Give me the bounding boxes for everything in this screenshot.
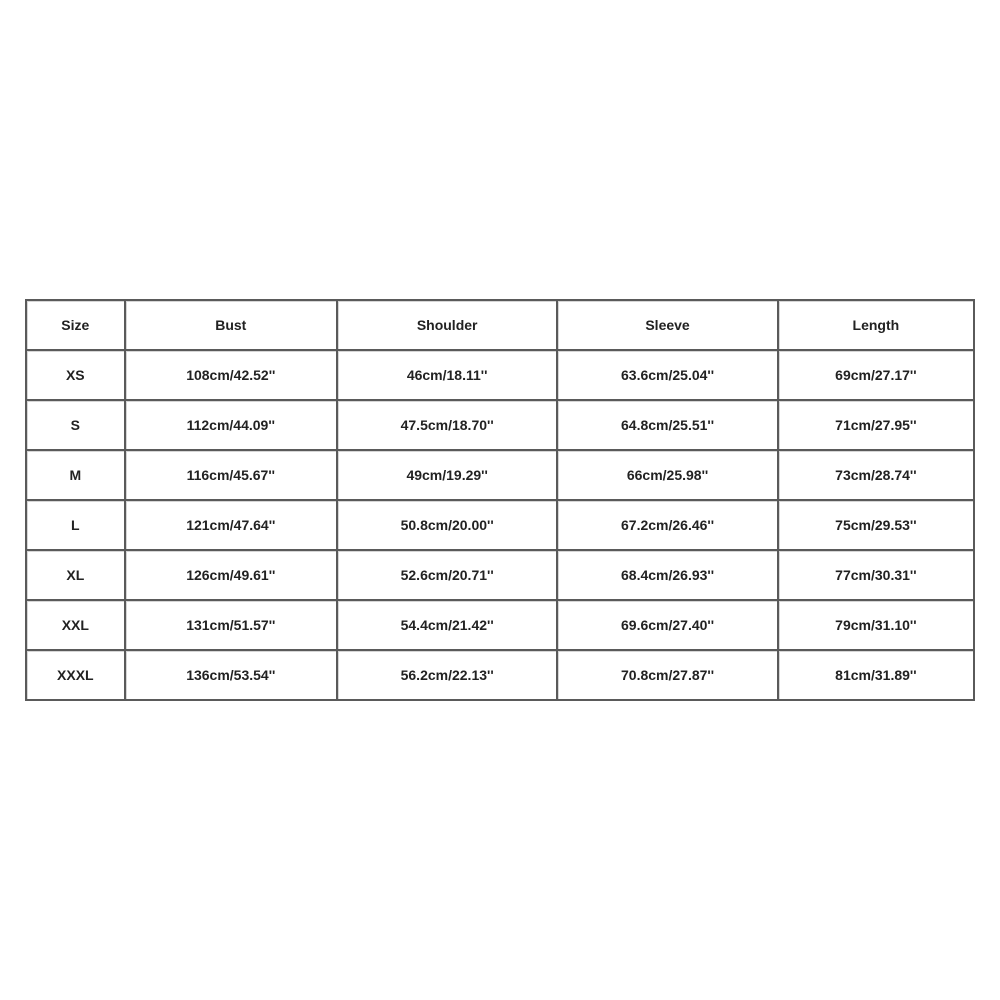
cell-bust: 108cm/42.52'' — [126, 351, 338, 401]
cell-bust: 121cm/47.64'' — [126, 501, 338, 551]
cell-length: 69cm/27.17'' — [779, 351, 975, 401]
cell-sleeve: 63.6cm/25.04'' — [558, 351, 778, 401]
cell-shoulder: 52.6cm/20.71'' — [338, 551, 558, 601]
header-size: Size — [27, 301, 126, 351]
table-row-xs — [27, 351, 975, 401]
cell-sleeve: 69.6cm/27.40'' — [558, 601, 778, 651]
table-row-xxxl — [27, 651, 975, 701]
cell-shoulder: 49cm/19.29'' — [338, 451, 558, 501]
cell-sleeve: 64.8cm/25.51'' — [558, 401, 778, 451]
header-sleeve: Sleeve — [558, 301, 778, 351]
cell-shoulder: 54.4cm/21.42'' — [338, 601, 558, 651]
cell-length: 77cm/30.31'' — [779, 551, 975, 601]
header-length: Length — [779, 301, 975, 351]
table-row-xxl — [27, 601, 975, 651]
table-row-s — [27, 401, 975, 451]
cell-sleeve: 70.8cm/27.87'' — [558, 651, 778, 701]
cell-sleeve: 67.2cm/26.46'' — [558, 501, 778, 551]
cell-size: XS — [27, 351, 126, 401]
cell-length: 75cm/29.53'' — [779, 501, 975, 551]
cell-shoulder: 50.8cm/20.00'' — [338, 501, 558, 551]
cell-size: XXL — [27, 601, 126, 651]
cell-size: M — [27, 451, 126, 501]
cell-size: XXXL — [27, 651, 126, 701]
header-bust: Bust — [126, 301, 338, 351]
cell-sleeve: 66cm/25.98'' — [558, 451, 778, 501]
table-header-row — [27, 301, 975, 351]
header-shoulder: Shoulder — [338, 301, 558, 351]
cell-shoulder: 56.2cm/22.13'' — [338, 651, 558, 701]
cell-length: 79cm/31.10'' — [779, 601, 975, 651]
cell-length: 73cm/28.74'' — [779, 451, 975, 501]
table-row-xl — [27, 551, 975, 601]
cell-shoulder: 46cm/18.11'' — [338, 351, 558, 401]
size-chart-table — [25, 299, 975, 701]
cell-shoulder: 47.5cm/18.70'' — [338, 401, 558, 451]
cell-size: L — [27, 501, 126, 551]
cell-length: 71cm/27.95'' — [779, 401, 975, 451]
cell-bust: 116cm/45.67'' — [126, 451, 338, 501]
cell-bust: 126cm/49.61'' — [126, 551, 338, 601]
cell-length: 81cm/31.89'' — [779, 651, 975, 701]
cell-sleeve: 68.4cm/26.93'' — [558, 551, 778, 601]
cell-size: S — [27, 401, 126, 451]
table-row-l — [27, 501, 975, 551]
cell-bust: 131cm/51.57'' — [126, 601, 338, 651]
cell-bust: 112cm/44.09'' — [126, 401, 338, 451]
cell-size: XL — [27, 551, 126, 601]
table-row-m — [27, 451, 975, 501]
cell-bust: 136cm/53.54'' — [126, 651, 338, 701]
